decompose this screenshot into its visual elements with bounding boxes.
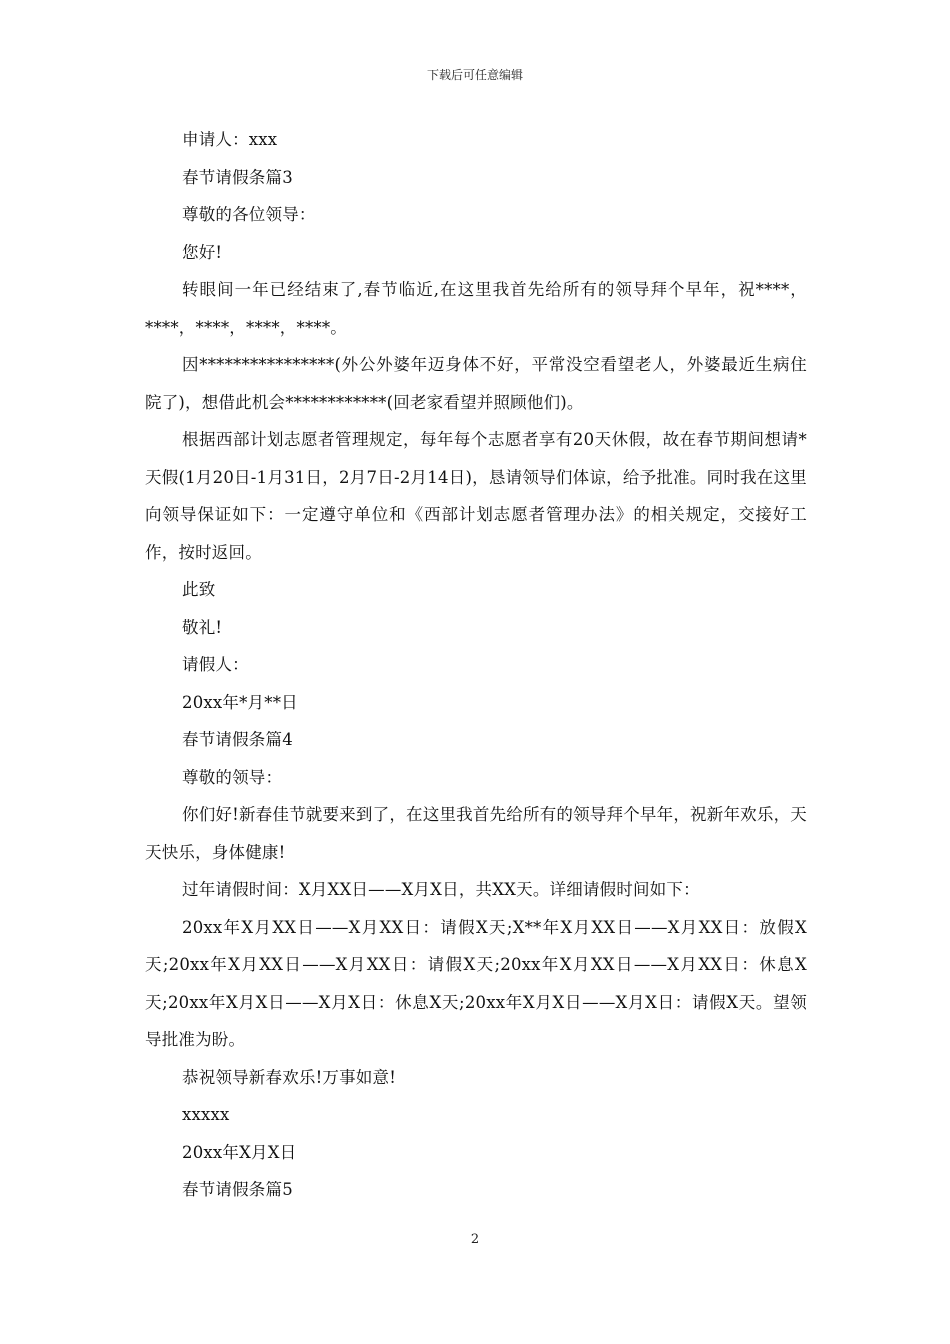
paragraph: 申请人：xxx (182, 130, 278, 149)
paragraph: 过年请假时间：X月XX日——X月X日，共XX天。详细请假时间如下： (182, 880, 700, 899)
greeting: 您好! (182, 242, 223, 262)
section-title: 春节请假条篇3 (182, 167, 293, 187)
section-title: 春节请假条篇5 (182, 1180, 293, 1199)
date-line: 20xx年*月**日 (182, 692, 298, 712)
salutation: 尊敬的各位领导： (182, 205, 316, 224)
paragraph: 你们好!新春佳节就要来到了，在这里我首先给所有的领导拜个早年，祝新年欢乐，天天快乐，身体健康! (145, 805, 807, 862)
section-title: 春节请假条篇4 (182, 730, 293, 749)
paragraph: 转眼间一年已经结束了,春节临近,在这里我首先给所有的领导拜个早年，祝****，****，****，****，****。 (145, 280, 807, 337)
page-number: 2 (470, 1232, 480, 1247)
paragraph: 20xx年X月XX日——X月XX日：请假X天;X**年X月XX日——X月XX日：放假X天;20xx年X月XX日——X月XX日：请假X天;20xx年X月XX日——X月XX日：休息X天;20xx年X月X日——X月X日：休息X天;20xx年X月X日——X月X日：请假X天。望领导批准为盼。 (145, 917, 807, 1049)
paragraph: 恭祝领导新春欢乐!万事如意! (182, 1067, 397, 1087)
date-line: 20xx年X月X日 (182, 1142, 297, 1162)
closing: 此致 (182, 580, 216, 599)
paragraph: 根据西部计划志愿者管理规定，每年每个志愿者享有20天休假，故在春节期间想请*天假(1月20日-1月31日，2月7日-2月14日)，恳请领导们体谅，给予批准。同时我在这里向领导保证如下：一定遵守单位和《西部计划志愿者管理办法》的相关规定，交接好工作，按时返回。 (145, 430, 807, 562)
signature-line: xxxxx (182, 1105, 230, 1124)
signature-label: 请假人： (182, 655, 249, 674)
document-body (145, 121, 807, 1209)
salutation: 尊敬的领导： (182, 767, 283, 787)
paragraph: 因****************(外公外婆年迈身体不好，平常没空看望老人，外婆最近生病住院了)，想借此机会************(回老家看望并照顾他们)。 (145, 355, 807, 412)
closing: 敬礼! (182, 617, 223, 637)
page-header: 下载后可任意编辑 (426, 68, 523, 82)
